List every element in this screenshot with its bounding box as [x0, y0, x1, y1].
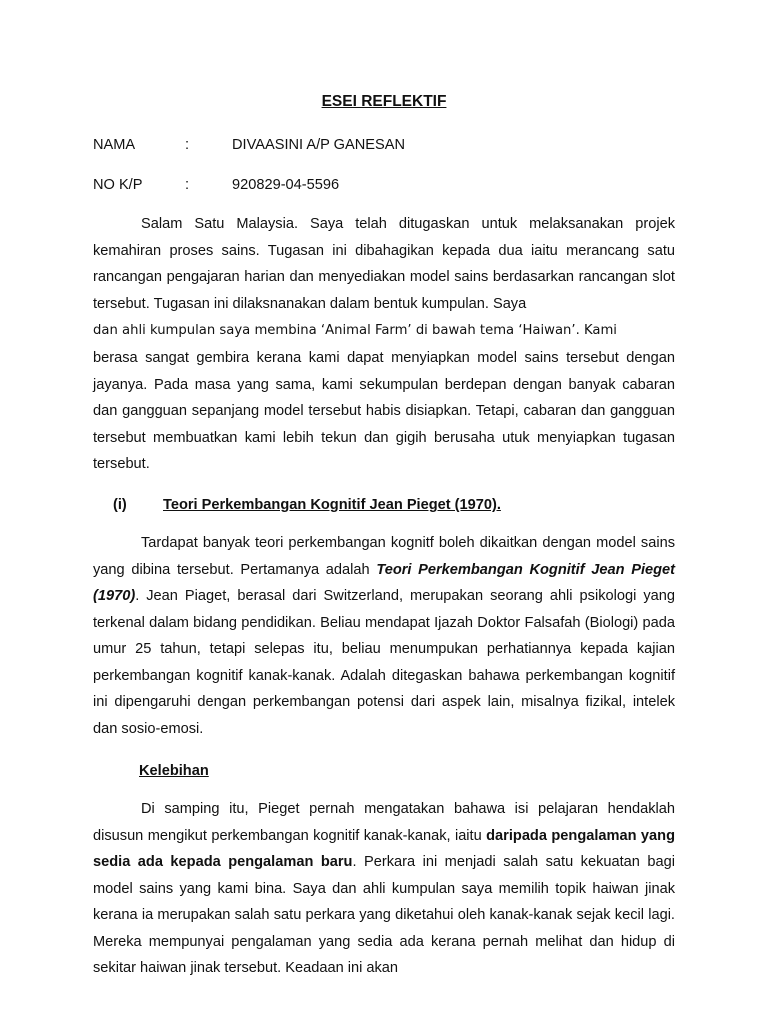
id-label: NO K/P	[93, 177, 143, 193]
id-separator: :	[185, 177, 190, 193]
kelebihan-heading: Kelebihan	[139, 763, 209, 779]
name-separator: :	[185, 137, 190, 153]
section-paragraph	[93, 530, 675, 742]
intro-paragraph-part2	[93, 318, 675, 345]
id-field-row	[93, 177, 675, 197]
name-label: NAMA	[93, 137, 136, 153]
intro-text-2: dan ahli kumpulan saya membina ‘Animal Farm’ di bawah tema ‘Haiwan’. Kami	[93, 323, 617, 338]
kelebihan-text-b: . Perkara ini menjadi salah satu kekuatan bagi model sains yang kami bina. Saya dan ahli kumpulan saya memilih topik haiwan jinak kerana ia merupakan salah satu perkara yang diketahui oleh kanak-kanak sejak kecil lagi. Mereka mempunyai pengalaman yang sedia ada kerana pernah melihat dan hidup di sekitar haiwan jinak tersebut. Keadaan ini akan	[93, 854, 675, 976]
id-value: 920829-04-5596	[232, 177, 340, 193]
intro-paragraph-part1	[93, 211, 675, 317]
kelebihan-paragraph	[93, 796, 675, 982]
name-value: DIVAASINI A/P GANESAN	[232, 137, 406, 153]
section-text-b: . Jean Piaget, berasal dari Switzerland, merupakan seorang ahli psikologi yang terkenal dalam bidang pendidikan. Beliau mendapat Ijazah Doktor Falsafah (Biologi) pada umur 25 tahun, tetapi selepas itu, beliau menumpukan perhatiannya kepada kajian perkembangan kognitif kanak-kanak. Adalah ditegaskan bahawa perkembangan kognitif ini dipengaruhi dengan perkembangan potensi dari aspek lain, misalnya fizikal, intelek dan sosio-emosi.	[93, 588, 675, 737]
section-number: (i)	[113, 497, 127, 513]
intro-text-1: Salam Satu Malaysia. Saya telah ditugaskan untuk melaksanakan projek kemahiran proses sains. Tugasan ini dibahagikan kepada dua iaitu merancang satu rancangan pengajaran harian dan menyediakan model sains berdasarkan rancangan slot tersebut. Tugasan ini dilaksnanakan dalam bentuk kumpulan. Saya	[93, 216, 675, 312]
name-field-row	[93, 137, 675, 157]
section-title: Teori Perkembangan Kognitif Jean Pieget (1970).	[163, 497, 501, 513]
document-title: ESEI REFLEKTIF	[321, 93, 447, 110]
section-text-a: Tardapat banyak teori perkembangan kognitf boleh dikaitkan dengan model sains yang dibina tersebut. Pertamanya adalah	[93, 535, 675, 578]
theory-name-emphasis: Teori Perkembangan Kognitif Jean Pieget (1970)	[93, 561, 676, 604]
intro-paragraph-part3	[93, 345, 675, 478]
intro-text-3: berasa sangat gembira kerana kami dapat menyiapkan model sains tersebut dengan jayanya. Pada masa yang sama, kami sekumpulan berdepan dengan banyak cabaran dan gangguan sepanjang model tersebut habis disiapkan. Tetapi, cabaran dan gangguan tersebut membuatkan kami lebih tekun dan gigih berusaha utuk menyiapkan tugasan tersebut.	[93, 350, 675, 472]
kelebihan-text-a: Di samping itu, Pieget pernah mengatakan bahawa isi pelajaran hendaklah disusun mengikut perkembangan kognitif kanak-kanak, iaitu	[93, 801, 675, 844]
kelebihan-bold-phrase: daripada pengalaman yang sedia ada kepada pengalaman baru	[93, 827, 675, 870]
